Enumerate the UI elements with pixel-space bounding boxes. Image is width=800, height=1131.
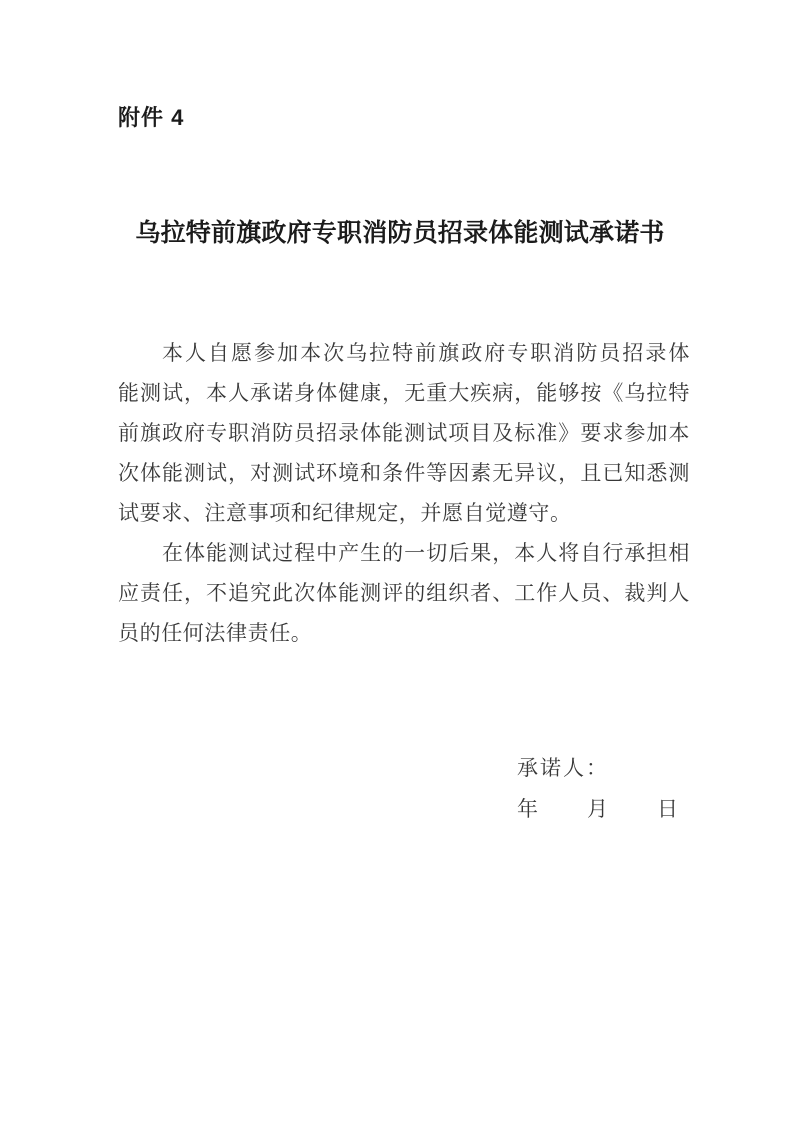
body-line: 能测试，本人承诺身体健康，无重大疾病，能够按《乌拉特 bbox=[118, 381, 690, 405]
date-month-label: 月 bbox=[587, 797, 608, 821]
attachment-label: 附件 4 bbox=[118, 105, 185, 130]
body-line: 在体能测试过程中产生的一切后果，本人将自行承担相 bbox=[162, 541, 690, 565]
body-line: 员的任何法律责任。 bbox=[118, 621, 313, 645]
body-line: 试要求、注意事项和纪律规定，并愿自觉遵守。 bbox=[118, 501, 572, 525]
document-body bbox=[118, 333, 690, 653]
signer-label: 承诺人： bbox=[517, 756, 609, 780]
signature-date-line bbox=[517, 796, 678, 822]
body-line: 次体能测试，对测试环境和条件等因素无异议，且已知悉测 bbox=[118, 461, 690, 485]
date-year-label: 年 bbox=[517, 797, 538, 821]
body-line: 前旗政府专职消防员招录体能测试项目及标准》要求参加本 bbox=[118, 421, 690, 445]
body-line: 应责任，不追究此次体能测评的组织者、工作人员、裁判人 bbox=[118, 581, 690, 605]
body-line: 本人自愿参加本次乌拉特前旗政府专职消防员招录体 bbox=[162, 341, 690, 365]
document-title: 乌拉特前旗政府专职消防员招录体能测试承诺书 bbox=[135, 219, 665, 247]
date-day-label: 日 bbox=[657, 797, 678, 821]
